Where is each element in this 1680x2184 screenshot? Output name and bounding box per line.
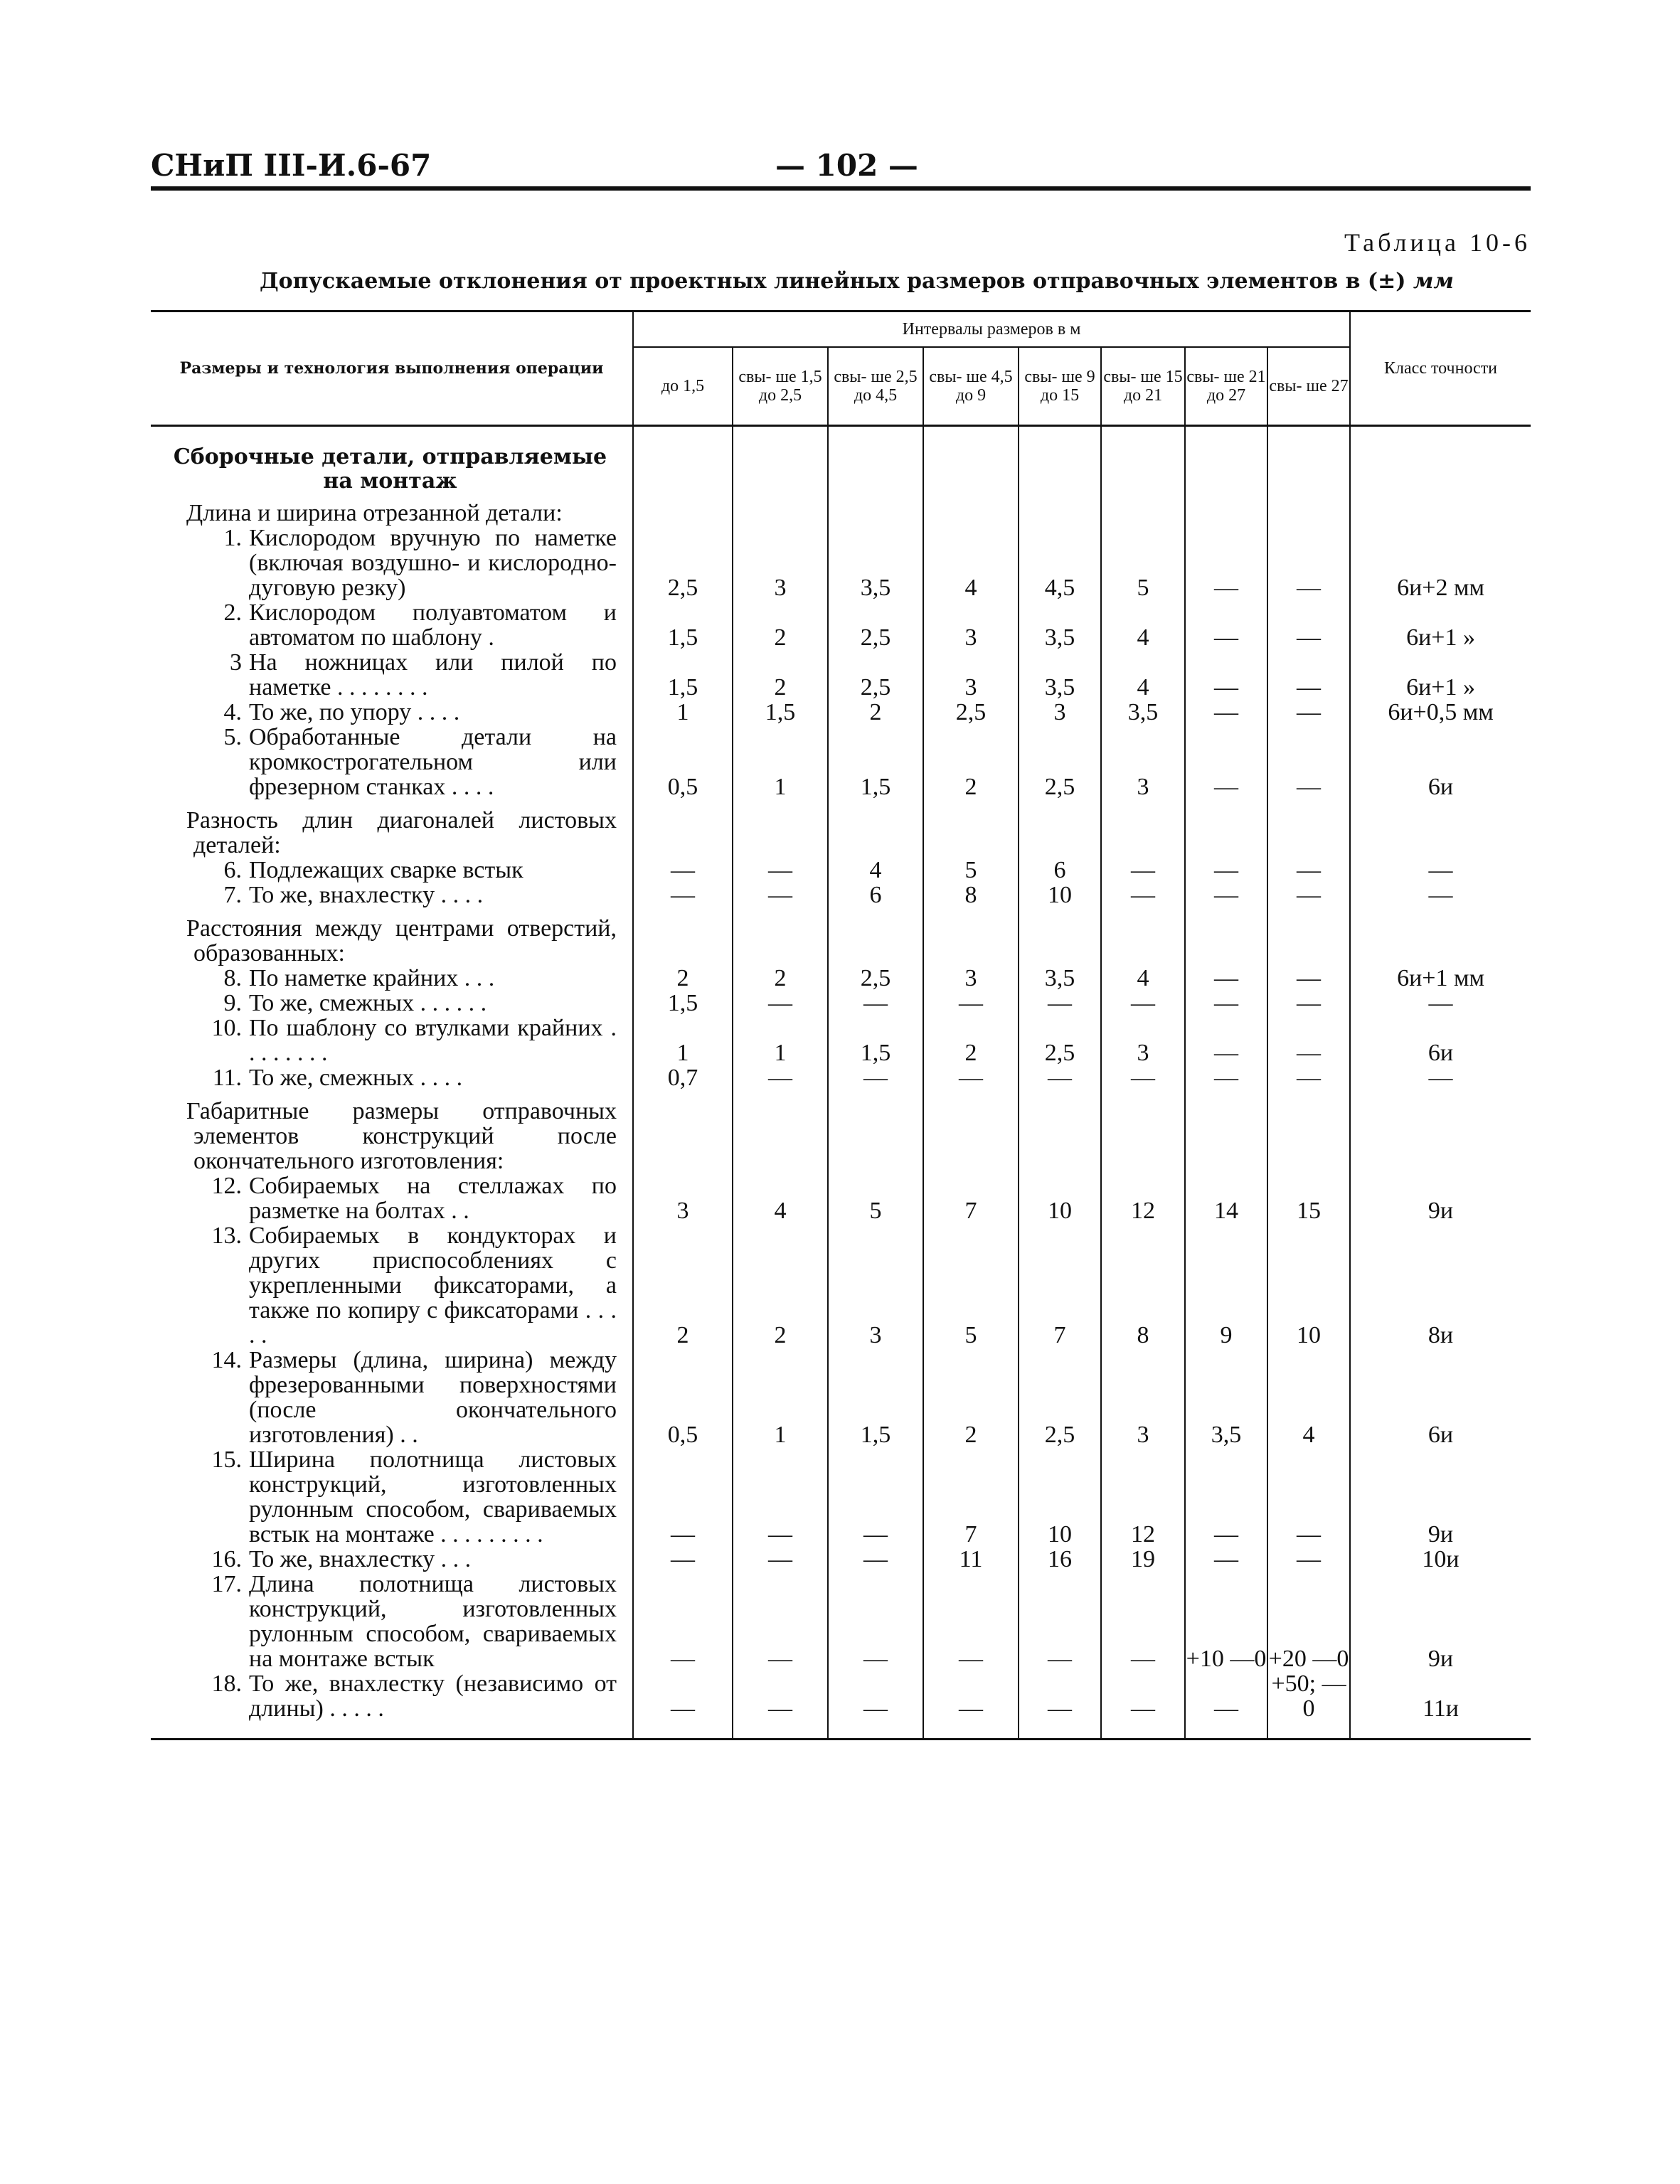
- value-cell: 1,5: [828, 725, 923, 799]
- value-cell: —: [633, 1547, 733, 1572]
- value-cell: —: [1267, 725, 1350, 799]
- value-cell: +20 —0: [1267, 1572, 1350, 1671]
- header-interval: свы- ше 2,5 до 4,5: [828, 347, 923, 426]
- value-cell: —: [1267, 700, 1350, 725]
- row-number: 13.: [211, 1222, 242, 1249]
- accuracy-cell: 6и+1 »: [1350, 600, 1531, 650]
- table-row: [151, 916, 1531, 966]
- value-cell: 3: [923, 600, 1019, 650]
- row-label: [164, 1671, 617, 1721]
- row-text: Ширина полотнища листовых конструкций, изготовленных рулонным способом, свариваемых встык на монтаже . . . . . . . . .: [249, 1447, 617, 1548]
- row-label: [164, 650, 617, 700]
- row-text: То же, внахлестку (независимо от длины) . . . . .: [249, 1671, 617, 1722]
- value-cell: 1,5: [633, 600, 733, 650]
- value-cell: 4: [923, 526, 1019, 600]
- value-cell: 11: [923, 1547, 1019, 1572]
- table-row: [151, 1447, 1531, 1547]
- value-cell: 5: [1101, 526, 1185, 600]
- header-interval: свы- ше 9 до 15: [1019, 347, 1101, 426]
- value-cell: 2: [923, 725, 1019, 799]
- value-cell: 2: [923, 1348, 1019, 1447]
- value-cell: —: [733, 883, 828, 907]
- value-cell: —: [1185, 1547, 1267, 1572]
- accuracy-cell: 6и: [1350, 1348, 1531, 1447]
- row-number: 4.: [223, 699, 242, 725]
- value-cell: —: [1267, 966, 1350, 991]
- value-cell: 1: [633, 700, 733, 725]
- value-cell: —: [828, 1547, 923, 1572]
- row-text: Кислородом вручную по наметке (включая воздушно- и кислородно-дуговую резку): [249, 525, 617, 601]
- value-cell: 10: [1019, 883, 1101, 907]
- value-cell: 1,5: [633, 650, 733, 700]
- row-text: Подлежащих сварке встык: [249, 857, 523, 883]
- value-cell: 3: [828, 1223, 923, 1348]
- value-cell: —: [1185, 1671, 1267, 1721]
- table-row: [151, 858, 1531, 883]
- value-cell: 1: [733, 1348, 828, 1447]
- row-text: По шаблону со втулками крайних . . . . . . . .: [249, 1015, 617, 1066]
- row-label: [164, 858, 617, 883]
- value-cell: —: [1185, 526, 1267, 600]
- value-cell: —: [1267, 858, 1350, 883]
- table-row: [151, 442, 1531, 494]
- value-cell: 2,5: [1019, 1016, 1101, 1065]
- value-cell: —: [1101, 1065, 1185, 1090]
- value-cell: 2,5: [1019, 1348, 1101, 1447]
- table-row: [151, 1671, 1531, 1721]
- table-row: [151, 700, 1531, 725]
- row-number: 16.: [211, 1546, 242, 1572]
- row-number: 14.: [211, 1347, 242, 1373]
- table-caption: [260, 269, 1454, 294]
- row-label: [164, 1065, 617, 1090]
- value-cell: 5: [828, 1173, 923, 1223]
- value-cell: 7: [1019, 1223, 1101, 1348]
- group-heading: Разность длин диагоналей листовых деталей:: [186, 807, 617, 858]
- value-cell: —: [733, 991, 828, 1016]
- value-cell: 1: [633, 1016, 733, 1065]
- header-intervals: Интервалы размеров в м: [633, 311, 1350, 348]
- value-cell: +50; —0: [1267, 1671, 1350, 1721]
- value-cell: +10 —0: [1185, 1572, 1267, 1671]
- row-number: 2.: [223, 600, 242, 626]
- value-cell: —: [733, 1447, 828, 1547]
- table-label: Таблица 10-6: [1344, 228, 1531, 257]
- value-cell: —: [1267, 600, 1350, 650]
- table-row: [151, 1721, 1531, 1740]
- value-cell: 3: [1019, 700, 1101, 725]
- value-cell: 2: [733, 600, 828, 650]
- value-cell: —: [633, 883, 733, 907]
- value-cell: 12: [1101, 1447, 1185, 1547]
- value-cell: —: [923, 1572, 1019, 1671]
- table-header: [151, 311, 1531, 426]
- value-cell: —: [733, 1065, 828, 1090]
- row-number: 3: [230, 649, 242, 676]
- row-number: 10.: [211, 1015, 242, 1041]
- value-cell: 14: [1185, 1173, 1267, 1223]
- value-cell: —: [1185, 700, 1267, 725]
- row-number: 8.: [223, 965, 242, 991]
- row-label: [164, 600, 617, 650]
- value-cell: 2: [633, 1223, 733, 1348]
- section-heading: Сборочные детали, отправляемые на монтаж: [173, 444, 607, 494]
- group-heading: Длина и ширина отрезанной детали:: [186, 500, 563, 526]
- tolerance-table: [151, 310, 1531, 1740]
- table-row: [151, 1173, 1531, 1223]
- value-cell: 2,5: [828, 600, 923, 650]
- value-cell: —: [923, 1065, 1019, 1090]
- row-label: [164, 1223, 617, 1348]
- value-cell: —: [828, 1671, 923, 1721]
- value-cell: —: [1101, 1671, 1185, 1721]
- value-cell: 2: [633, 966, 733, 991]
- value-cell: 7: [923, 1173, 1019, 1223]
- row-label: [164, 1572, 617, 1671]
- value-cell: —: [1185, 966, 1267, 991]
- value-cell: 3: [1101, 1016, 1185, 1065]
- value-cell: —: [923, 991, 1019, 1016]
- value-cell: —: [828, 1447, 923, 1547]
- value-cell: 4: [733, 1173, 828, 1223]
- row-text: По наметке крайних . . .: [249, 965, 495, 991]
- value-cell: 6: [1019, 858, 1101, 883]
- row-number: 17.: [211, 1571, 242, 1597]
- value-cell: —: [733, 858, 828, 883]
- accuracy-cell: 6и+2 мм: [1350, 526, 1531, 600]
- table-row: [151, 1223, 1531, 1348]
- row-label: [164, 966, 617, 991]
- value-cell: 3: [923, 966, 1019, 991]
- value-cell: 2,5: [923, 700, 1019, 725]
- value-cell: 3: [633, 1173, 733, 1223]
- table-row: [151, 600, 1531, 650]
- group-heading: Габаритные размеры отправочных элементов конструкций после окончательного изготовления:: [186, 1098, 617, 1174]
- table-row: [151, 526, 1531, 600]
- value-cell: —: [923, 1671, 1019, 1721]
- value-cell: 3,5: [828, 526, 923, 600]
- value-cell: 8: [1101, 1223, 1185, 1348]
- value-cell: —: [1185, 725, 1267, 799]
- row-text: То же, смежных . . . . . .: [249, 990, 487, 1016]
- row-label: [164, 1447, 617, 1547]
- table-row: [151, 725, 1531, 799]
- value-cell: —: [1267, 991, 1350, 1016]
- row-text: На ножницах или пилой по наметке . . . . . . . .: [249, 649, 617, 701]
- value-cell: 5: [923, 1223, 1019, 1348]
- row-text: То же, внахлестку . . . .: [249, 882, 484, 908]
- value-cell: —: [1185, 1447, 1267, 1547]
- value-cell: —: [633, 1572, 733, 1671]
- value-cell: —: [828, 991, 923, 1016]
- value-cell: 0,7: [633, 1065, 733, 1090]
- value-cell: 0,5: [633, 725, 733, 799]
- table-row: [151, 1099, 1531, 1173]
- value-cell: 2,5: [828, 966, 923, 991]
- row-label: [164, 991, 617, 1016]
- value-cell: 3: [1101, 725, 1185, 799]
- value-cell: 2: [923, 1016, 1019, 1065]
- value-cell: 4,5: [1019, 526, 1101, 600]
- row-text: Обработанные детали на кромкострогательном или фрезерном станках . . . .: [249, 724, 617, 800]
- value-cell: 16: [1019, 1547, 1101, 1572]
- value-cell: 2,5: [828, 650, 923, 700]
- value-cell: —: [1267, 1016, 1350, 1065]
- accuracy-cell: —: [1350, 858, 1531, 883]
- group-heading: Расстояния между центрами отверстий, образованных:: [186, 915, 617, 966]
- value-cell: —: [733, 1572, 828, 1671]
- value-cell: —: [828, 1572, 923, 1671]
- row-label: [164, 725, 617, 799]
- table-row: [151, 883, 1531, 907]
- value-cell: —: [1267, 526, 1350, 600]
- header-rule: [151, 186, 1531, 191]
- row-label: [164, 700, 617, 725]
- value-cell: —: [1185, 600, 1267, 650]
- accuracy-cell: 6и+1 мм: [1350, 966, 1531, 991]
- value-cell: —: [1185, 1016, 1267, 1065]
- row-label: [164, 1173, 617, 1223]
- row-number: 11.: [212, 1065, 242, 1091]
- table-body: [151, 426, 1531, 1740]
- value-cell: —: [1267, 650, 1350, 700]
- value-cell: 7: [923, 1447, 1019, 1547]
- accuracy-cell: —: [1350, 991, 1531, 1016]
- accuracy-cell: —: [1350, 883, 1531, 907]
- accuracy-cell: 6и+1 »: [1350, 650, 1531, 700]
- value-cell: 1: [733, 725, 828, 799]
- value-cell: —: [1185, 858, 1267, 883]
- value-cell: 1: [733, 1016, 828, 1065]
- row-text: Собираемых на стеллажах по разметке на болтах . .: [249, 1173, 617, 1224]
- value-cell: —: [1267, 883, 1350, 907]
- value-cell: 1,5: [633, 991, 733, 1016]
- row-number: 18.: [211, 1671, 242, 1697]
- table-row: [151, 650, 1531, 700]
- header-interval: свы- ше 15 до 21: [1101, 347, 1185, 426]
- value-cell: 10: [1267, 1223, 1350, 1348]
- accuracy-cell: 9и: [1350, 1447, 1531, 1547]
- value-cell: 3,5: [1185, 1348, 1267, 1447]
- row-number: 9.: [223, 990, 242, 1016]
- accuracy-cell: 8и: [1350, 1223, 1531, 1348]
- accuracy-cell: —: [1350, 1065, 1531, 1090]
- value-cell: 2,5: [633, 526, 733, 600]
- value-cell: —: [1019, 991, 1101, 1016]
- value-cell: 2: [733, 1223, 828, 1348]
- row-text: Кислородом полуавтоматом и автоматом по шаблону .: [249, 600, 617, 651]
- row-text: Длина полотнища листовых конструкций, изготовленных рулонным способом, свариваемых на монтаже встык: [249, 1571, 617, 1672]
- row-number: 1.: [223, 525, 242, 551]
- row-text: То же, смежных . . . .: [249, 1065, 463, 1091]
- header-interval: свы- ше 21 до 27: [1185, 347, 1267, 426]
- value-cell: 8: [923, 883, 1019, 907]
- row-text: Размеры (длина, ширина) между фрезерованными поверхностями (после окончательного изготовления) . .: [249, 1347, 617, 1448]
- value-cell: —: [1101, 858, 1185, 883]
- table-row: [151, 1016, 1531, 1065]
- value-cell: 3: [733, 526, 828, 600]
- value-cell: 2: [733, 966, 828, 991]
- header-accuracy: Класс точности: [1350, 311, 1531, 426]
- value-cell: 3: [923, 650, 1019, 700]
- value-cell: 19: [1101, 1547, 1185, 1572]
- row-label: [164, 1348, 617, 1447]
- table-row: [151, 1547, 1531, 1572]
- accuracy-cell: 6и: [1350, 725, 1531, 799]
- value-cell: —: [633, 1671, 733, 1721]
- row-text: То же, внахлестку . . .: [249, 1546, 472, 1572]
- header-interval: свы- ше 27: [1267, 347, 1350, 426]
- table-row: [151, 426, 1531, 443]
- value-cell: 10: [1019, 1447, 1101, 1547]
- value-cell: 6: [828, 883, 923, 907]
- row-number: 5.: [223, 724, 242, 750]
- caption-unit: мм: [1413, 269, 1454, 294]
- table-row: [151, 1572, 1531, 1671]
- value-cell: —: [733, 1671, 828, 1721]
- value-cell: 4: [1101, 966, 1185, 991]
- value-cell: 1,5: [733, 700, 828, 725]
- value-cell: —: [1185, 883, 1267, 907]
- header-interval: свы- ше 1,5 до 2,5: [733, 347, 828, 426]
- row-number: 7.: [223, 882, 242, 908]
- value-cell: 12: [1101, 1173, 1185, 1223]
- value-cell: 3,5: [1019, 966, 1101, 991]
- value-cell: 1,5: [828, 1016, 923, 1065]
- table-row: [151, 1065, 1531, 1090]
- value-cell: —: [1019, 1572, 1101, 1671]
- value-cell: 3: [1101, 1348, 1185, 1447]
- value-cell: —: [1019, 1065, 1101, 1090]
- value-cell: 9: [1185, 1223, 1267, 1348]
- row-number: 6.: [223, 857, 242, 883]
- value-cell: —: [633, 858, 733, 883]
- accuracy-cell: 10и: [1350, 1547, 1531, 1572]
- value-cell: —: [1101, 991, 1185, 1016]
- row-number: 12.: [211, 1173, 242, 1199]
- table-row: [151, 501, 1531, 526]
- row-label: [164, 1016, 617, 1065]
- value-cell: —: [633, 1447, 733, 1547]
- value-cell: —: [1185, 650, 1267, 700]
- accuracy-cell: 9и: [1350, 1572, 1531, 1671]
- value-cell: 4: [1267, 1348, 1350, 1447]
- value-cell: —: [1267, 1065, 1350, 1090]
- accuracy-cell: 6и+0,5 мм: [1350, 700, 1531, 725]
- row-label: [164, 1547, 617, 1572]
- header-interval: свы- ше 4,5 до 9: [923, 347, 1019, 426]
- accuracy-cell: 9и: [1350, 1173, 1531, 1223]
- table-row: [151, 1348, 1531, 1447]
- value-cell: 4: [828, 858, 923, 883]
- value-cell: —: [1267, 1547, 1350, 1572]
- value-cell: 2: [733, 650, 828, 700]
- value-cell: —: [1019, 1671, 1101, 1721]
- value-cell: 0,5: [633, 1348, 733, 1447]
- value-cell: 1,5: [828, 1348, 923, 1447]
- row-label: [164, 526, 617, 600]
- caption-text: Допускаемые отклонения от проектных линейных размеров отправочных элементов в (±): [260, 269, 1406, 294]
- row-label: [164, 883, 617, 907]
- accuracy-cell: 11и: [1350, 1671, 1531, 1721]
- value-cell: 10: [1019, 1173, 1101, 1223]
- value-cell: —: [1185, 1065, 1267, 1090]
- table-row: [151, 966, 1531, 991]
- value-cell: —: [733, 1547, 828, 1572]
- row-text: То же, по упору . . . .: [249, 699, 460, 725]
- row-number: 15.: [211, 1447, 242, 1473]
- value-cell: 2,5: [1019, 725, 1101, 799]
- value-cell: —: [1267, 1447, 1350, 1547]
- value-cell: 3,5: [1019, 650, 1101, 700]
- value-cell: 2: [828, 700, 923, 725]
- header-interval: до 1,5: [633, 347, 733, 426]
- value-cell: 4: [1101, 650, 1185, 700]
- value-cell: 3,5: [1101, 700, 1185, 725]
- value-cell: 4: [1101, 600, 1185, 650]
- table-row: [151, 991, 1531, 1016]
- value-cell: —: [1101, 883, 1185, 907]
- value-cell: 5: [923, 858, 1019, 883]
- row-text: Собираемых в кондукторах и других приспособлениях с укрепленными фиксаторами, а также по копиру с фиксаторами . . . . .: [249, 1222, 617, 1348]
- value-cell: 15: [1267, 1173, 1350, 1223]
- page-number: — 102 —: [775, 148, 918, 183]
- header-operation: Размеры и технология выполнения операции: [151, 311, 633, 426]
- document-code: СНиП III-И.6-67: [151, 148, 432, 183]
- value-cell: —: [1101, 1572, 1185, 1671]
- value-cell: —: [1185, 991, 1267, 1016]
- value-cell: —: [828, 1065, 923, 1090]
- accuracy-cell: 6и: [1350, 1016, 1531, 1065]
- table-row: [151, 808, 1531, 858]
- value-cell: 3,5: [1019, 600, 1101, 650]
